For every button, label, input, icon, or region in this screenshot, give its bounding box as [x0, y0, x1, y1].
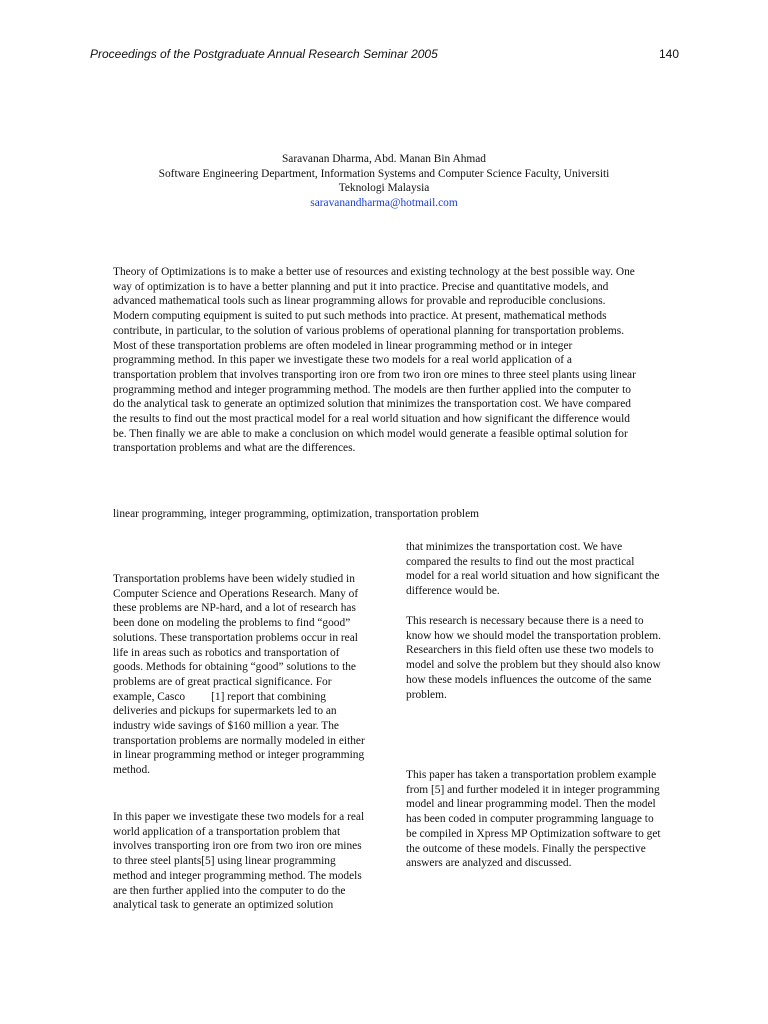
author-block: [100, 152, 668, 211]
keywords-line: linear programming, integer programming, optimization, transportation problem: [113, 508, 479, 520]
left-column-intro-p2: [113, 810, 369, 913]
necessity-paragraph: This research is necessary because there is a need to know how we should model the transportation problem. Researchers in this field often use these two models to model and solve the problem but they should also know how these models influences the outcome of the same problem.: [406, 615, 661, 701]
author-names: Saravanan Dharma, Abd. Manan Bin Ahmad: [281, 153, 487, 165]
intro-p1-before-citation: Transportation problems have been widely studied in Computer Science and Operations Research. Many of these problems are NP-hard, and a lot of research has been done on modeling the problems to find “good” solutions. These transportation problems occur in real life in areas such as robotics and transportation of goods. Methods for obtaining “good” solutions to the problems are of great practical significance. For example, Casco: [113, 573, 359, 703]
author-email-link[interactable]: saravanandharma@hotmail.com: [310, 197, 458, 210]
page-number: 140: [658, 47, 679, 61]
running-header: [90, 46, 679, 62]
intro-paragraph-1: [113, 572, 369, 778]
right-column-continuation: [406, 540, 662, 599]
running-title: Proceedings of the Postgraduate Annual Research Seminar 2005: [90, 47, 438, 61]
right-column-approach: [406, 768, 662, 871]
approach-paragraph: This paper has taken a transportation problem example from [5] and further modeled it in integer programming model and linear programming model. Then the model has been coded in computer programming language to be compiled in Xpress MP Optimization software to get the outcome of these models. Finally the perspective answers are analyzed and discussed.: [406, 769, 661, 870]
right-column-necessity: [406, 614, 662, 702]
abstract-paragraph: Theory of Optimizations is to make a better use of resources and existing technology at the best possible way. One way of optimization is to have a better planning and put it into practice. Precise and quantitative models, and advanced mathematical tools such as linear programming allows for provable and reproducible conclusions. Modern computing equipment is suited to put such methods into practice. At present, mathematical methods contribute, in particular, to the solution of various problems of operational planning for transportation problems. Most of these transportation problems are often modeled in linear programming method or in integer programming method. In this paper we investigate these two models for a real world application of a transportation problem that involves transporting iron ore from two iron ore mines to three steel plants using linear programming method and integer programming method. The models are then further applied into the computer to do the analytical task to generate an optimized solution that minimizes the transportation cost. We have compared the results to find out the most practical model for a real world situation and how significant the difference would be. Then finally we are able to make a conclusion on which model would generate a feasible optimal solution for transportation problems and what are the differences.: [113, 266, 636, 455]
affiliation-line-2: Teknologi Malaysia: [338, 182, 430, 195]
intro-p1-after-citation: [1] report that combining deliveries and pickups for supermarkets led to an industry wide savings of $160 million a year. The transportation problems are normally modeled in either in linear programming method or integer programming method.: [113, 690, 365, 777]
affiliation-line-1: Software Engineering Department, Information Systems and Computer Science Faculty, Universiti: [158, 167, 610, 180]
left-column-intro-p1: [113, 572, 369, 778]
continuation-paragraph: that minimizes the transportation cost. We have compared the results to find out the most practical model for a real world situation and how significant the difference would be.: [406, 541, 660, 598]
intro-paragraph-2: In this paper we investigate these two models for a real world application of a transportation problem that involves transporting iron ore from two iron ore mines to three steel plants[5] using linear programming method and integer programming method. The models are then further applied into the computer to do the analytical task to generate an optimized solution: [113, 811, 365, 912]
